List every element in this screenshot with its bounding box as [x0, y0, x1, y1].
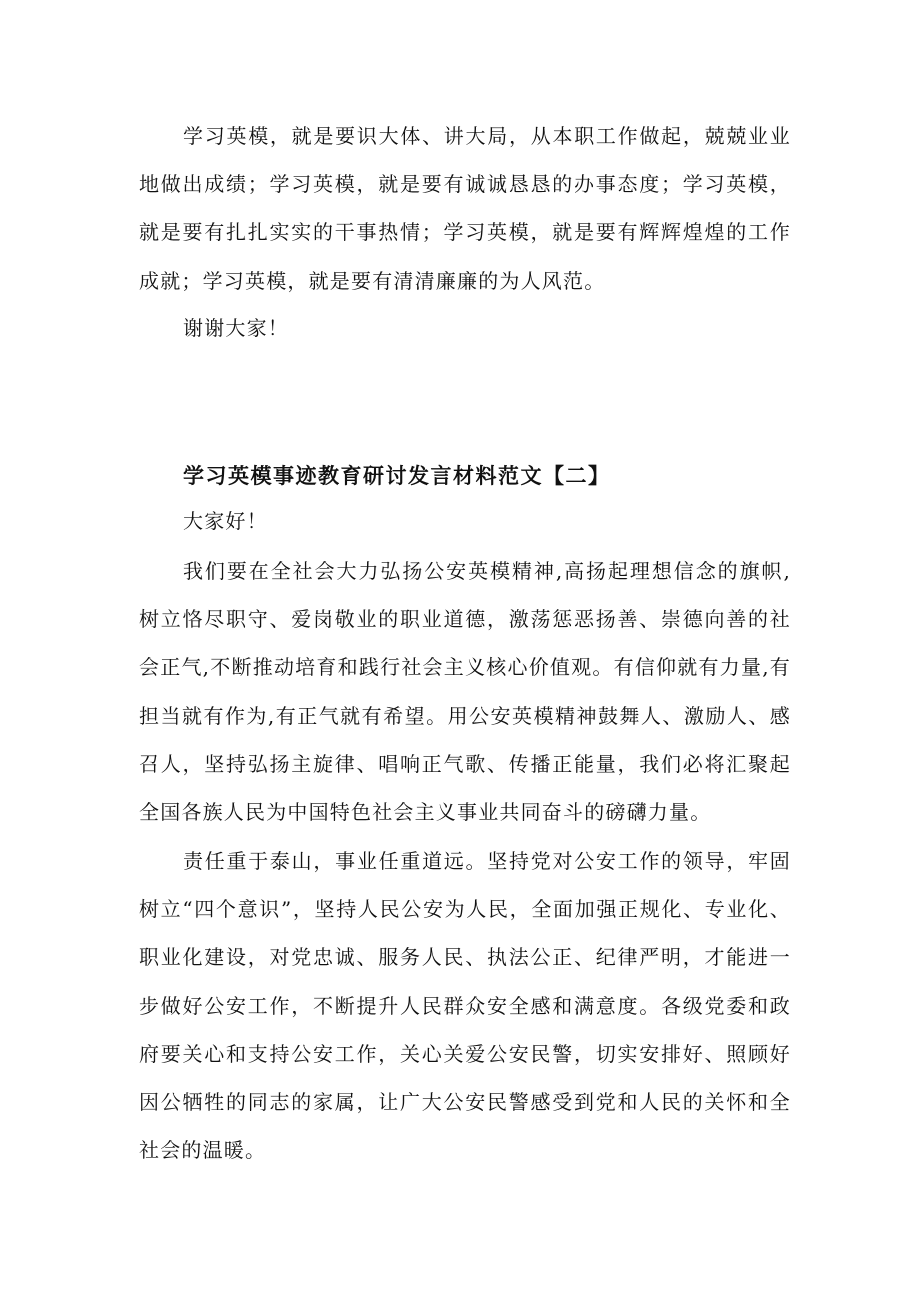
- paragraph-responsibility: 责任重于泰山，事业任重道远。坚持党对公安工作的领导，牢固树立“四个意识”，坚持人民公安为人民，全面加强正规化、专业化、职业化建设，对党忠诚、服务人民、执法公正、纪律严明，才能进一步做好公安工作，不断提升人民群众安全感和满意度。各级党委和政府要关心和支持公安工作，关心关爱公安民警，切实安排好、照顾好因公牺牲的同志的家属，让广大公安民警感受到党和人民的关怀和全社会的温暖。: [139, 849, 791, 1163]
- paragraph-police-spirit: 我们要在全社会大力弘扬公安英模精神,高扬起理想信念的旗帜,树立恪尽职守、爱岗敬业的职业道德，激荡惩恶扬善、崇德向善的社会正气,不断推动培育和践行社会主义核心价值观。有信仰就有力量,有担当就有作为,有正气就有希望。用公安英模精神鼓舞人、激励人、感召人，坚持弘扬主旋律、唱响正气歌、传播正能量，我们必将汇聚起全国各族人民为中国特色社会主义事业共同奋斗的磅礴力量。: [139, 559, 791, 825]
- closing-thanks: 谢谢大家！: [183, 316, 289, 340]
- section-title: 学习英模事迹教育研讨发言材料范文【二】: [183, 464, 611, 488]
- paragraph-learn-heroes: 学习英模，就是要识大体、讲大局，从本职工作做起，兢兢业业地做出成绩；学习英模，就是要有诚诚恳恳的办事态度；学习英模，就是要有扎扎实实的干事热情；学习英模，就是要有辉辉煌煌的工作成就；学习英模，就是要有清清廉廉的为人风范。: [139, 124, 791, 293]
- greeting: 大家好！: [183, 509, 268, 533]
